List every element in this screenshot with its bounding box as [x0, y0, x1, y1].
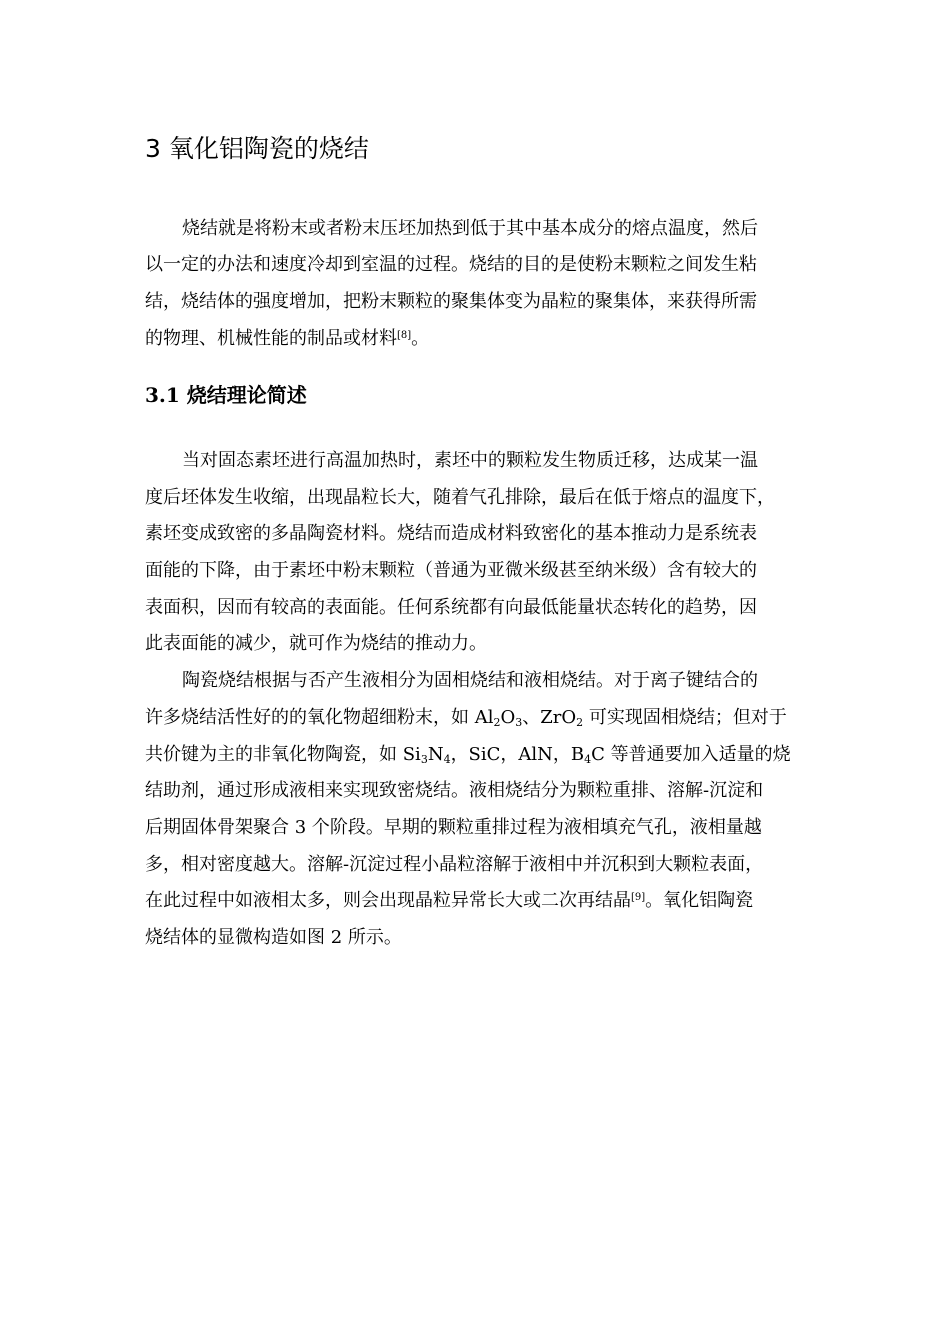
text-fragment: 共价键为主的非氧化物陶瓷，如 Si — [145, 744, 421, 765]
subscript: 4 — [584, 753, 592, 766]
text-fragment: 在此过程中如液相太多，则会出现晶粒异常长大或二次再结晶 — [145, 890, 631, 911]
text-line: 烧结体的显微构造如图 2 所示。 — [145, 927, 402, 948]
text-line: 度后坯体发生收缩，出现晶粒长大，随着气孔排除，最后在低于熔点的温度下， — [145, 487, 775, 508]
subscript: 4 — [443, 753, 451, 766]
text-fragment: 。 — [411, 328, 430, 349]
text-fragment: N — [427, 744, 444, 765]
text-fragment: ，SiC，AlN，B — [450, 744, 585, 765]
text-line: 多，相对密度越大。溶解-沉淀过程小晶粒溶解于液相中并沉积到大颗粒表面， — [145, 854, 764, 875]
text-line: 当对固态素坯进行高温加热时，素坯中的颗粒发生物质迁移，达成某一温 — [182, 450, 758, 471]
citation-ref: [9] — [631, 892, 646, 903]
text-line: 陶瓷烧结根据与否产生液相分为固相烧结和液相烧结。对于离子键结合的 — [182, 670, 758, 691]
subscript: 3 — [420, 753, 428, 766]
citation-ref: [8] — [397, 330, 412, 341]
text-fragment: O — [500, 707, 516, 728]
text-line: 后期固体骨架聚合 3 个阶段。早期的颗粒重排过程为液相填充气孔，液相量越 — [145, 817, 762, 838]
text-line: 此表面能的减少，就可作为烧结的推动力。 — [145, 633, 487, 654]
text-line — [145, 737, 791, 773]
text-fragment: C 等普通要加入适量的烧 — [591, 744, 791, 765]
section-heading: 3 氧化铝陶瓷的烧结 — [145, 134, 369, 163]
text-line: 素坯变成致密的多晶陶瓷材料。烧结而造成材料致密化的基本推动力是系统表 — [145, 523, 757, 544]
subscript: 3 — [515, 716, 523, 729]
text-line: 结，烧结体的强度增加，把粉末颗粒的聚集体变为晶粒的聚集体，来获得所需 — [145, 291, 757, 312]
text-fragment: 的物理、机械性能的制品或材料 — [145, 328, 397, 349]
text-fragment: 许多烧结活性好的的氧化物超细粉末，如 Al — [145, 707, 494, 728]
text-line — [145, 321, 429, 357]
text-fragment: 、ZrO — [522, 707, 577, 728]
text-line — [145, 700, 787, 736]
subsection-heading: 3.1 烧结理论简述 — [145, 383, 307, 407]
text-fragment: 。氧化铝陶瓷 — [645, 890, 754, 911]
text-fragment: 可实现固相烧结；但对于 — [583, 707, 787, 728]
subscript: 2 — [493, 716, 501, 729]
text-line: 以一定的办法和速度冷却到室温的过程。烧结的目的是使粉末颗粒之间发生粘 — [145, 254, 757, 275]
text-line: 表面积，因而有较高的表面能。任何系统都有向最低能量状态转化的趋势，因 — [145, 597, 757, 618]
subscript: 2 — [576, 716, 584, 729]
text-line: 烧结就是将粉末或者粉末压坯加热到低于其中基本成分的熔点温度，然后 — [182, 218, 758, 239]
text-line: 结助剂，通过形成液相来实现致密烧结。液相烧结分为颗粒重排、溶解-沉淀和 — [145, 780, 764, 801]
text-line: 面能的下降，由于素坯中粉末颗粒（普通为亚微米级甚至纳米级）含有较大的 — [145, 560, 757, 581]
text-line — [145, 883, 753, 919]
